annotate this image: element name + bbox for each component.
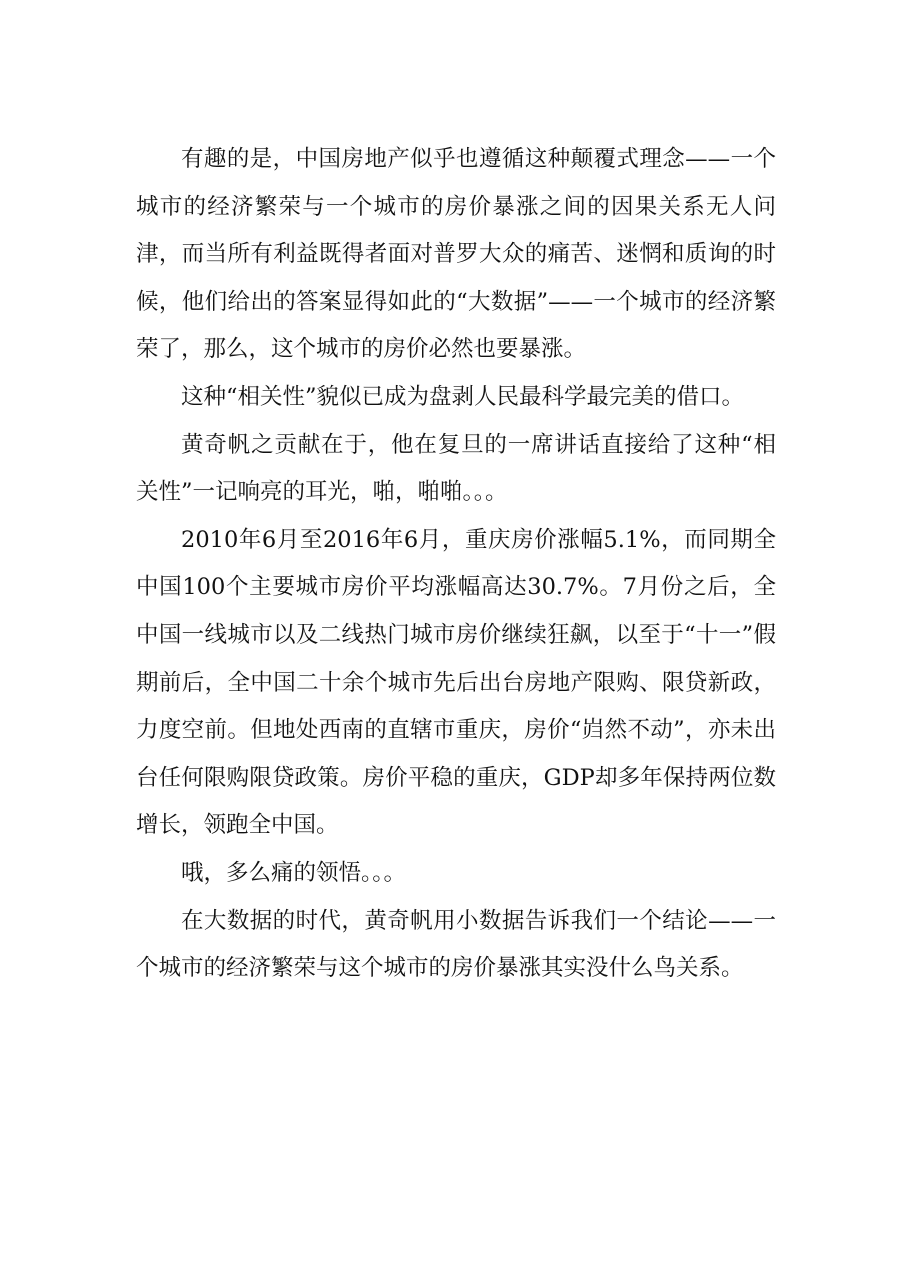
paragraph-2: 这种“相关性”貌似已成为盘剥人民最科学最完美的借口。 — [181, 383, 745, 410]
paragraph-3: 黄奇帆之贡献在于，他在复旦的一席讲话直接给了这种“相关性”一记响亮的耳光，啪，啪啪。。。 — [136, 431, 776, 506]
paragraph-1: 有趣的是，中国房地产似乎也遵循这种颠覆式理念——一个城市的经济繁荣与一个城市的房价暴涨之间的因果关系无人问津，而当所有利益既得者面对普罗大众的痛苦、迷惘和质询的时候，他们给出的答案显得如此的“大数据”——一个城市的经济繁荣了，那么，这个城市的房价必然也要暴涨。 — [136, 146, 776, 363]
paragraph-6: 在大数据的时代，黄奇帆用小数据告诉我们一个结论——一个城市的经济繁荣与这个城市的房价暴涨其实没什么鸟关系。 — [136, 907, 776, 982]
paragraph-4: 2010年6月至2016年6月，重庆房价涨幅5.1%，而同期全中国100个主要城市房价平均涨幅高达30.7%。7月份之后，全中国一线城市以及二线热门城市房价继续狂飙，以至于“十一”假期前后，全中国二十余个城市先后出台房地产限购、限贷新政，力度空前。但地处西南的直辖市重庆，房价“岿然不动”，亦未出台任何限购限贷政策。房价平稳的重庆，GDP却多年保持两位数增长，领跑全中国。 — [136, 526, 776, 839]
paragraph-5: 哦，多么痛的领悟。。。 — [181, 859, 407, 886]
document-page — [136, 136, 776, 993]
